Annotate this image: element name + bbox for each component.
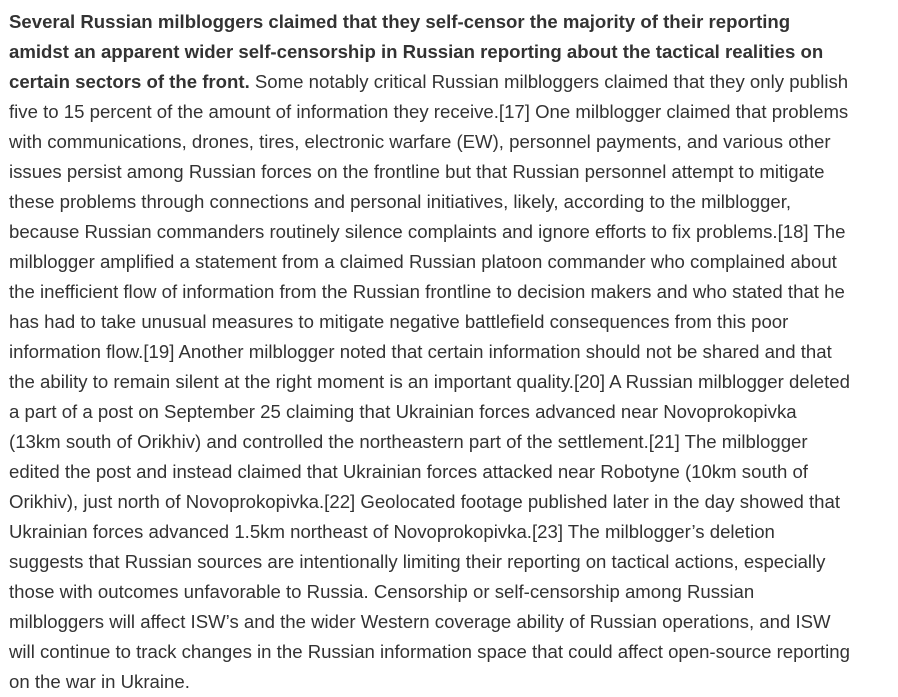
paragraph-body-text: Some notably critical Russian milbloggers claimed that they only publish five to 15 percent of the amount of information they receive.[17] One milblogger claimed that problems with communications, drones, tires, electronic warfare (EW), personnel payments, and various other issues persist among Russian forces on the frontline but that Russian personnel attempt to mitigate these problems through connections and personal initiatives, likely, according to the milblogger, because Russian commanders routinely silence complaints and ignore efforts to fix problems.[18] The milblogger amplified a statement from a claimed Russian platoon commander who complained about the inefficient flow of information from the Russian frontline to decision makers and who stated that he has had to take unusual measures to mitigate negative battlefield consequences from this poor information flow.[19] Another milblogger noted that certain information should not be shared and that the ability to remain silent at the right moment is an important quality.[20] A Russian milblogger deleted a part of a post on September 25 claiming that Ukrainian forces advanced near Novoprokopivka (13km south of Orikhiv) and controlled the northeastern part of the settlement.[21] The milblogger edited the post and instead claimed that Ukrainian forces attacked near Robotyne (10km south of Orikhiv), just north of Novoprokopivka.[22] Geolocated footage published later in the day showed that Ukrainian forces advanced 1.5km northeast of Novoprokopivka.[23] The milblogger’s deletion suggests that Russian sources are intentionally limiting their reporting on tactical actions, especially those with outcomes unfavorable to Russia. Censorship or self-censorship among Russian milbloggers will affect ISW’s and the wider Western coverage ability of Russian operations, and ISW will continue to track changes in the Russian information space that could affect open-source reporting on the war in Ukraine.	[9, 71, 850, 692]
paragraph-lead-sentence: Several Russian milbloggers claimed that they self-censor the majority of their reporting amidst an apparent wider self-censorship in Russian reporting about the tactical realities on certain sectors of the front.	[9, 11, 824, 92]
article-paragraph	[9, 7, 893, 697]
